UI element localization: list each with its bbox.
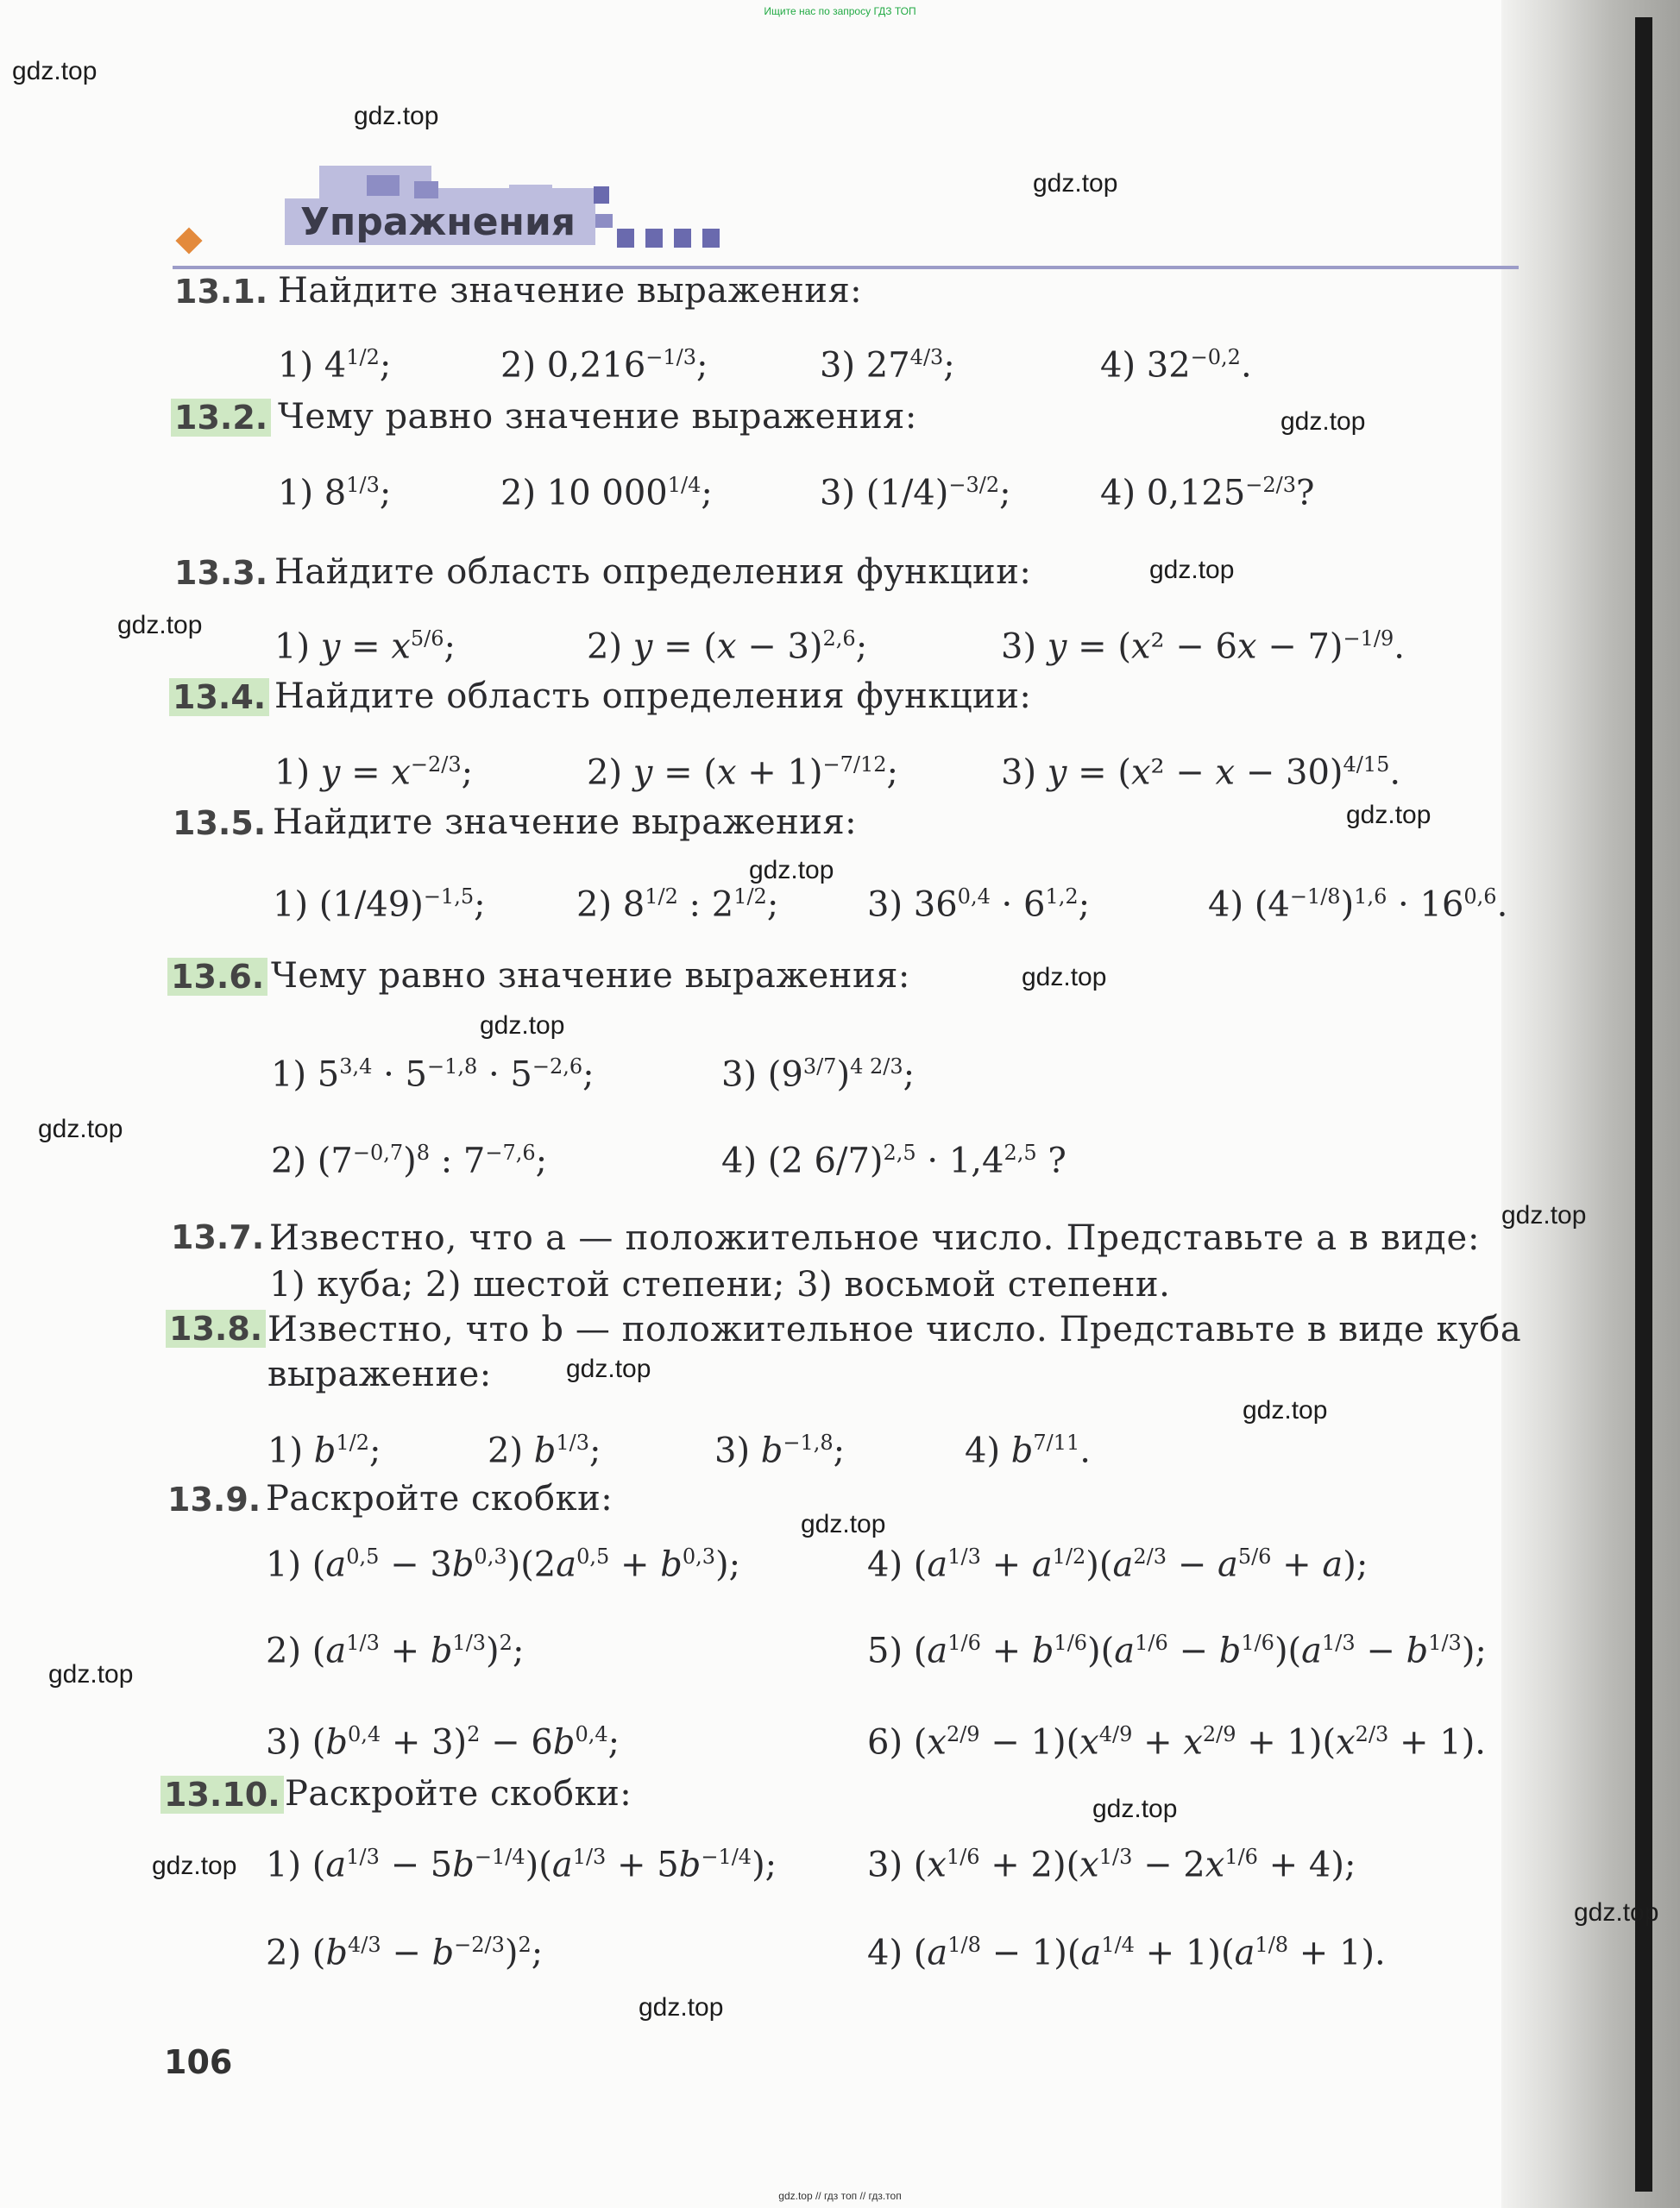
exercise-item: 2) $(a^{1/3} + b^{1/3})^2$; [266, 1631, 525, 1671]
watermark: gdz.top [1092, 1795, 1178, 1823]
exercise-number: 13.5. [173, 804, 267, 842]
watermark: gdz.top [12, 57, 98, 85]
exercise-item: 4) $(a^{1/3} + a^{1/2})(a^{2/3} - a^{5/6} + a)$; [867, 1544, 1369, 1585]
exercise-item: 1) $b^{1/2}$; [267, 1431, 381, 1471]
exercise-item: 4) (2 $6/7)^{2,5} \cdot 1,4^{2,5}$ ? [721, 1141, 1067, 1181]
exercise-item: 2) $y = (x + 1)^{-7/12}$; [587, 752, 899, 793]
exercise-number: 13.10. [160, 1776, 284, 1814]
exercise-item: 1) $(a^{0,5} - 3b^{0,3})(2a^{0,5} + b^{0,3})$; [266, 1544, 741, 1585]
exercise-item: 2) $b^{1/3}$; [488, 1431, 601, 1471]
exercise-item: 3) $(x^{1/6} + 2)(x^{1/3} - 2x^{1/6} + 4)$; [867, 1845, 1356, 1885]
exercise-text-line2: выражение: [267, 1355, 492, 1394]
exercise-text: Чему равно значение выражения: [278, 397, 917, 437]
exercise-text: Чему равно значение выражения: [271, 956, 910, 996]
watermark: gdz.top [1346, 801, 1431, 829]
watermark: gdz.top [117, 611, 203, 639]
exercise-item: 4) $0,125^{-2/3}$? [1100, 473, 1315, 513]
watermark: gdz.top [801, 1510, 886, 1538]
exercise-text-line2: 1) куба; 2) шестой степени; 3) восьмой степени. [269, 1265, 1171, 1305]
exercise-item: 3) $27^{4/3}$; [820, 345, 955, 386]
bottom-note: gdz.top // гдз топ // гдз.топ [778, 2190, 902, 2202]
exercise-item: 2) $y = (x - 3)^{2,6}$; [587, 626, 868, 667]
exercise-number: 13.4. [169, 678, 269, 716]
exercise-item: 1) $5^{3,4} \cdot 5^{-1,8} \cdot 5^{-2,6}$; [271, 1054, 595, 1095]
page-number: 106 [164, 2043, 233, 2081]
book-spine-edge [1635, 17, 1652, 2192]
exercise-item: 1) $y = x^{5/6}$; [274, 626, 456, 667]
exercise-number: 13.9. [167, 1481, 261, 1519]
exercise-item: 3) $y = (x^2 - 6x - 7)^{-1/9}$. [1001, 626, 1405, 667]
exercise-text: Раскройте скобки: [266, 1479, 613, 1519]
exercise-item: 3) $b^{-1,8}$; [714, 1431, 846, 1471]
watermark: gdz.top [749, 856, 834, 884]
exercise-item: 6) $(x^{2/9} - 1)(x^{4/9} + x^{2/9} + 1)(x^{2/3} + 1)$. [867, 1722, 1487, 1763]
exercise-item: 3) $y = (x^2 - x - 30)^{4/15}$. [1001, 752, 1401, 793]
watermark: gdz.top [1022, 963, 1107, 991]
exercise-number: 13.2. [171, 399, 271, 437]
top-note: Ищите нас по запросу ГДЗ ТОП [764, 5, 916, 17]
exercise-item: 4) $(a^{1/8} - 1)(a^{1/4} + 1)(a^{1/8} + 1)$. [867, 1933, 1386, 1973]
exercise-number: 13.7. [171, 1218, 265, 1256]
exercise-text: Известно, что a — положительное число. Представьте a в виде: [269, 1218, 1481, 1258]
exercise-item: 1) $(a^{1/3} - 5b^{-1/4})(a^{1/3} + 5b^{-1/4})$; [266, 1845, 777, 1885]
exercise-item: 4) $32^{-0,2}$. [1100, 345, 1252, 386]
exercise-item: 3) $(1/4)^{-3/2}$; [820, 473, 1011, 513]
watermark: gdz.top [354, 102, 439, 130]
exercise-item: 1) $8^{1/3}$; [278, 473, 392, 513]
watermark: gdz.top [1033, 169, 1118, 198]
watermark: gdz.top [1574, 1898, 1659, 1927]
exercise-item: 5) $(a^{1/6} + b^{1/6})(a^{1/6} - b^{1/6})(a^{1/3} - b^{1/3})$; [867, 1631, 1487, 1671]
watermark: gdz.top [1149, 556, 1235, 584]
section-title: Упражнения [300, 200, 576, 244]
exercise-item: 2) $8^{1/2}$ : $2^{1/2}$; [576, 884, 779, 925]
exercise-number: 13.8. [166, 1310, 266, 1348]
watermark: gdz.top [1280, 407, 1366, 436]
diamond-icon [175, 227, 202, 254]
watermark: gdz.top [152, 1852, 237, 1880]
exercise-item: 1) $(1/49)^{-1,5}$; [273, 884, 486, 925]
exercise-item: 1) $y = x^{-2/3}$; [274, 752, 474, 793]
exercise-number: 13.1. [174, 273, 268, 311]
exercise-item: 3) $(9^{3/7})^{4 2/3}$; [721, 1054, 916, 1095]
exercise-item: 4) $b^{7/11}$. [965, 1431, 1092, 1471]
exercise-text: Раскройте скобки: [285, 1774, 632, 1814]
watermark: gdz.top [566, 1355, 651, 1383]
exercise-text: Найдите значение выражения: [273, 802, 858, 842]
exercise-item: 2) $0,216^{-1/3}$; [500, 345, 708, 386]
header-rule [173, 266, 1519, 269]
exercise-item: 4) $(4^{-1/8})^{1,6} \cdot 16^{0,6}$. [1208, 884, 1508, 925]
exercise-item: 2) $(7^{-0,7})^8$ : $7^{-7,6}$; [271, 1141, 548, 1181]
exercise-text: Найдите область определения функции: [274, 676, 1032, 716]
exercise-text: Найдите область определения функции: [274, 552, 1032, 592]
watermark: gdz.top [48, 1660, 134, 1689]
watermark: gdz.top [1501, 1201, 1587, 1230]
watermark: gdz.top [639, 1993, 724, 2022]
exercise-item: 2) 10 $000^{1/4}$; [500, 473, 713, 513]
exercise-item: 2) $(b^{4/3} - b^{-2/3})^2$; [266, 1933, 544, 1973]
watermark: gdz.top [480, 1011, 565, 1040]
watermark: gdz.top [1243, 1396, 1328, 1425]
watermark: gdz.top [38, 1115, 123, 1143]
exercise-item: 3) $36^{0,4} \cdot 6^{1,2}$; [867, 884, 1091, 925]
book-spine-shadow [1501, 0, 1680, 2208]
exercise-number: 13.3. [174, 554, 268, 592]
exercise-item: 1) $4^{1/2}$; [278, 345, 392, 386]
exercise-item: 3) $(b^{0,4} + 3)^2 - 6b^{0,4}$; [266, 1722, 620, 1763]
exercise-number: 13.6. [167, 958, 267, 996]
exercise-text: Найдите значение выражения: [278, 271, 863, 311]
exercise-text: Известно, что b — положительное число. Представьте в виде куба [267, 1310, 1522, 1349]
